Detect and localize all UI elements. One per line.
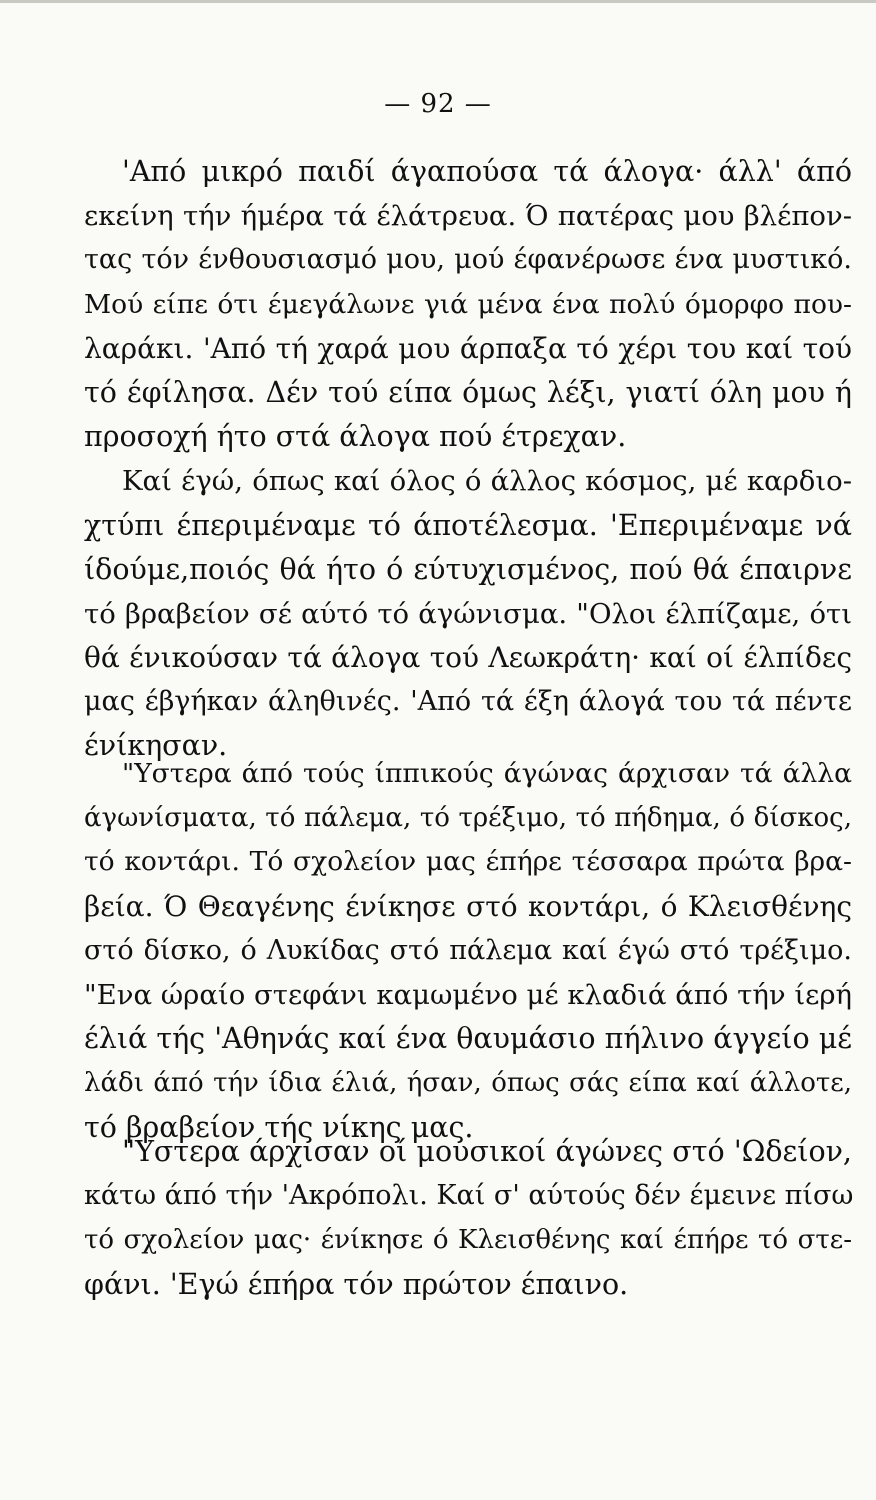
text-line: προσοχή ήτο στά άλογα πού έτρεχαν. xyxy=(84,420,627,454)
text-line: θά ένικούσαν τά άλογα τού Λεωκράτη· καί οί έλπίδες xyxy=(84,641,852,675)
text-line: στό δίσκο, ό Λυκίδας στό πάλεμα καί έγώ στό τρέξιμο. xyxy=(84,934,852,966)
text-line: "Υστερα άρχισαν οί μουσικοί άγώνες στό 'Ωδείον, xyxy=(122,1135,852,1168)
text-line: χτύπι έπεριμέναμε τό άποτέλεσμα. 'Επεριμέναμε νά xyxy=(84,508,852,542)
text-line: έλιά τής 'Αθηνάς καί ένα θαυμάσιο πήλινο άγγείο μέ xyxy=(84,1022,852,1056)
text-line: τό σχολείον μας· ένίκησε ό Κλεισθένης καί έπήρε τό στε- xyxy=(84,1225,852,1256)
text-line: τό κοντάρι. Τό σχολείον μας έπήρε τέσσαρα πρώτα βρα- xyxy=(84,846,852,878)
text-line: τό έφίλησα. Δέν τού είπα όμως λέξι, γιατί όλη μου ή xyxy=(84,375,852,409)
page-number: — 92 — xyxy=(384,89,492,119)
paragraph xyxy=(84,752,852,1150)
paragraph xyxy=(84,1130,852,1307)
page-top-edge xyxy=(0,0,876,3)
paragraph xyxy=(84,459,852,768)
text-line: "Υστερα άπό τούς ίππικούς άγώνας άρχισαν τά άλλα xyxy=(122,758,852,789)
text-line: τό βραβείον σέ αύτό τό άγώνισμα. "Ολοι έλπίζαμε, ότι xyxy=(84,597,852,630)
text-line: τό βραβείον τής νίκης μας. xyxy=(84,1110,474,1144)
text-line: λαράκι. 'Από τή χαρά μου άρπαξα τό χέρι του καί τού xyxy=(84,331,852,365)
text-line: βεία. Ό Θεαγένης ένίκησε στό κοντάρι, ό Κλεισθένης xyxy=(84,889,852,923)
text-line: κάτω άπό τήν 'Ακρόπολι. Καί σ' αύτούς δέν έμεινε πίσω xyxy=(84,1180,854,1212)
text-line: ίδούμε,ποιός θά ήτο ό εύτυχισμένος, πού θά έπαιρνε xyxy=(84,552,852,586)
text-block-lower xyxy=(84,1130,852,1307)
text-line: Καί έγώ, όπως καί όλος ό άλλος κόσμος, μέ καρδιο- xyxy=(122,465,852,498)
text-line: φάνι. 'Εγώ έπήρα τόν πρώτον έπαινο. xyxy=(84,1267,629,1301)
text-line: εκείνη τήν ήμέρα τά έλάτρευα. Ό πατέρας μου βλέπον- xyxy=(84,200,852,233)
paragraph xyxy=(84,150,852,459)
text-line: μας έβγήκαν άληθινές. 'Από τά έξη άλογά του τά πέντε xyxy=(84,686,852,718)
text-line: 'Από μικρό παιδί άγαπούσα τά άλογα· άλλ' άπό xyxy=(122,155,852,188)
text-line: τας τόν ένθουσιασμό μου, μού έφανέρωσε ένα μυστικό. xyxy=(84,244,852,276)
text-line: άγωνίσματα, τό πάλεμα, τό τρέξιμο, τό πήδημα, ό δίσκος, xyxy=(84,803,852,834)
text-line: "Ενα ώραίο στεφάνι καμωμένο μέ κλαδιά άπό τήν ίερή xyxy=(84,978,852,1011)
text-block-middle xyxy=(84,752,852,1150)
text-line: ένίκησαν. xyxy=(84,729,228,763)
text-line: Μού είπε ότι έμεγάλωνε γιά μένα ένα πολύ όμορφο που- xyxy=(84,288,852,320)
text-line: λάδι άπό τήν ίδια έλιά, ήσαν, όπως σάς είπα καί άλλοτε, xyxy=(84,1068,852,1099)
text-block-upper xyxy=(84,150,852,769)
